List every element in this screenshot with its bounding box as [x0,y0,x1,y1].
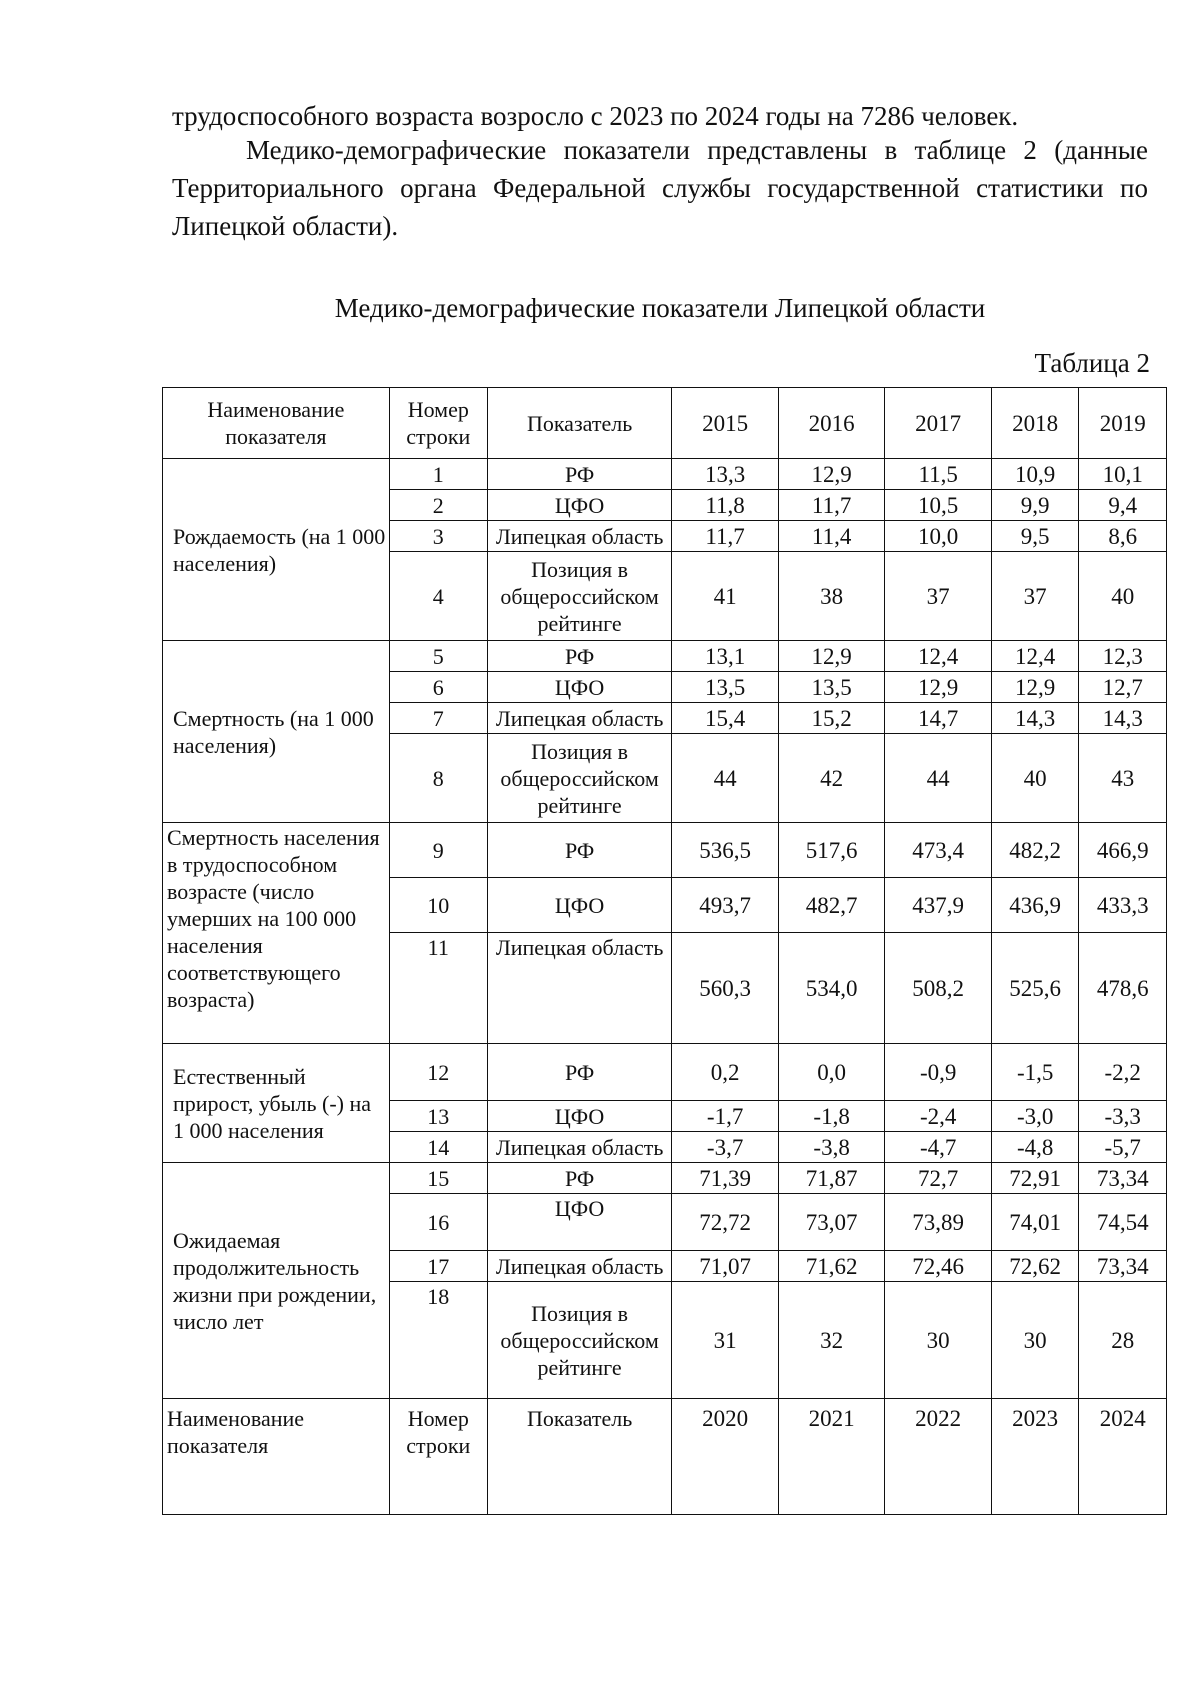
row-indicator: Позиция в общероссийском рейтинге [487,552,672,641]
value-cell: 72,72 [672,1194,779,1251]
value-cell: 0,0 [778,1044,885,1101]
value-cell: 13,5 [672,672,779,703]
row-number: 16 [389,1194,487,1251]
value-cell: 466,9 [1079,823,1167,878]
value-cell: -1,5 [991,1044,1079,1101]
value-cell: 38 [778,552,885,641]
value-cell: 437,9 [885,878,992,933]
value-cell: 74,01 [991,1194,1079,1251]
header-year: 2021 [778,1399,885,1515]
value-cell: -2,4 [885,1101,992,1132]
row-number: 18 [389,1282,487,1399]
header-year: 2022 [885,1399,992,1515]
value-cell: 15,4 [672,703,779,734]
value-cell: 40 [1079,552,1167,641]
value-cell: -3,7 [672,1132,779,1163]
row-indicator: РФ [487,459,672,490]
row-indicator: ЦФО [487,1101,672,1132]
value-cell: 482,7 [778,878,885,933]
value-cell: 13,5 [778,672,885,703]
value-cell: 44 [885,734,992,823]
value-cell: 73,89 [885,1194,992,1251]
value-cell: 41 [672,552,779,641]
group-name: Рождаемость (на 1 000 населения) [163,459,390,641]
header-year: 2015 [672,388,779,459]
value-cell: 71,39 [672,1163,779,1194]
value-cell: 10,9 [991,459,1079,490]
demographic-table [162,387,1167,1515]
group-name: Ожидаемая продолжительность жизни при рождении, число лет [163,1163,390,1399]
header-row-no: Номер строки [389,388,487,459]
value-cell: 14,3 [1079,703,1167,734]
table-title: Медико-демографические показатели Липецкой области [334,293,986,323]
row-indicator: Липецкая область [487,1132,672,1163]
value-cell: 12,4 [885,641,992,672]
header-name: Наименование показателя [163,388,390,459]
table-header-row [163,388,1167,459]
value-cell: 73,34 [1079,1251,1167,1282]
value-cell: -0,9 [885,1044,992,1101]
value-cell: 14,3 [991,703,1079,734]
value-cell: 10,1 [1079,459,1167,490]
value-cell: 9,5 [991,521,1079,552]
value-cell: 12,9 [991,672,1079,703]
row-number: 13 [389,1101,487,1132]
row-indicator: ЦФО [487,1194,672,1251]
value-cell: 525,6 [991,933,1079,1044]
group-name: Смертность (на 1 000 населения) [163,641,390,823]
value-cell: 72,7 [885,1163,992,1194]
value-cell: 13,1 [672,641,779,672]
row-number: 11 [389,933,487,1044]
header-year: 2017 [885,388,992,459]
row-number: 3 [389,521,487,552]
value-cell: 493,7 [672,878,779,933]
row-number: 17 [389,1251,487,1282]
row-indicator: ЦФО [487,672,672,703]
table-row [163,459,1167,490]
value-cell: 73,34 [1079,1163,1167,1194]
row-indicator: РФ [487,641,672,672]
value-cell: 72,46 [885,1251,992,1282]
value-cell: 11,4 [778,521,885,552]
value-cell: -3,0 [991,1101,1079,1132]
value-cell: 11,7 [778,490,885,521]
intro-line: трудоспособного возраста возросло с 2023 по 2024 годы на 7286 человек. [172,101,1019,131]
row-number: 5 [389,641,487,672]
table-header-row-2 [163,1399,1167,1515]
value-cell: 32 [778,1282,885,1399]
value-cell: 534,0 [778,933,885,1044]
value-cell: 30 [991,1282,1079,1399]
table-row [163,1044,1167,1101]
value-cell: 9,9 [991,490,1079,521]
header-year: 2024 [1079,1399,1167,1515]
table-row [163,641,1167,672]
value-cell: 473,4 [885,823,992,878]
value-cell: 13,3 [672,459,779,490]
row-indicator: Липецкая область [487,1251,672,1282]
value-cell: 11,5 [885,459,992,490]
value-cell: 37 [991,552,1079,641]
value-cell: -2,2 [1079,1044,1167,1101]
row-number: 9 [389,823,487,878]
value-cell: -3,3 [1079,1101,1167,1132]
value-cell: 12,4 [991,641,1079,672]
value-cell: -5,7 [1079,1132,1167,1163]
value-cell: -1,8 [778,1101,885,1132]
header-name: Наименование показателя [163,1399,390,1515]
row-number: 15 [389,1163,487,1194]
value-cell: -1,7 [672,1101,779,1132]
value-cell: 436,9 [991,878,1079,933]
value-cell: 9,4 [1079,490,1167,521]
value-cell: -4,8 [991,1132,1079,1163]
value-cell: 15,2 [778,703,885,734]
value-cell: 71,87 [778,1163,885,1194]
header-year: 2016 [778,388,885,459]
row-number: 12 [389,1044,487,1101]
row-indicator: ЦФО [487,878,672,933]
header-year: 2023 [991,1399,1079,1515]
header-year: 2020 [672,1399,779,1515]
value-cell: 12,9 [885,672,992,703]
value-cell: 37 [885,552,992,641]
header-indicator: Показатель [487,1399,672,1515]
table-row [163,1163,1167,1194]
value-cell: 8,6 [1079,521,1167,552]
value-cell: 433,3 [1079,878,1167,933]
value-cell: 11,8 [672,490,779,521]
value-cell: 30 [885,1282,992,1399]
value-cell: 560,3 [672,933,779,1044]
group-name: Смертность населения в трудоспособном возрасте (число умерших на 100 000 населения соответствующего возраста) [163,823,390,1044]
row-number: 1 [389,459,487,490]
row-number: 7 [389,703,487,734]
row-indicator: РФ [487,1163,672,1194]
row-number: 6 [389,672,487,703]
value-cell: 44 [672,734,779,823]
value-cell: 73,07 [778,1194,885,1251]
value-cell: 517,6 [778,823,885,878]
row-indicator: Липецкая область [487,703,672,734]
value-cell: 71,62 [778,1251,885,1282]
table-label: Таблица 2 [1034,348,1150,378]
value-cell: 31 [672,1282,779,1399]
value-cell: 42 [778,734,885,823]
row-indicator: ЦФО [487,490,672,521]
value-cell: 12,9 [778,641,885,672]
row-indicator: Липецкая область [487,933,672,1044]
value-cell: 0,2 [672,1044,779,1101]
header-year: 2019 [1079,388,1167,459]
row-indicator: Позиция в общероссийском рейтинге [487,1282,672,1399]
value-cell: 72,91 [991,1163,1079,1194]
value-cell: 40 [991,734,1079,823]
value-cell: 10,0 [885,521,992,552]
row-number: 8 [389,734,487,823]
value-cell: 536,5 [672,823,779,878]
table-row [163,823,1167,878]
value-cell: 478,6 [1079,933,1167,1044]
value-cell: 72,62 [991,1251,1079,1282]
value-cell: 28 [1079,1282,1167,1399]
value-cell: 12,3 [1079,641,1167,672]
value-cell: 12,9 [778,459,885,490]
row-indicator: Липецкая область [487,521,672,552]
row-number: 2 [389,490,487,521]
value-cell: 482,2 [991,823,1079,878]
intro-paragraph: Медико-демографические показатели представлены в таблице 2 (данные Территориального органа Федеральной службы государственной статистики по Липецкой области). [172,135,1148,241]
value-cell: 10,5 [885,490,992,521]
row-indicator: РФ [487,1044,672,1101]
value-cell: 11,7 [672,521,779,552]
value-cell: -3,8 [778,1132,885,1163]
value-cell: 14,7 [885,703,992,734]
value-cell: 12,7 [1079,672,1167,703]
row-indicator: РФ [487,823,672,878]
value-cell: 74,54 [1079,1194,1167,1251]
header-indicator: Показатель [487,388,672,459]
row-number: 4 [389,552,487,641]
header-row-no: Номер строки [389,1399,487,1515]
header-year: 2018 [991,388,1079,459]
value-cell: 43 [1079,734,1167,823]
group-name: Естественный прирост, убыль (-) на 1 000 населения [163,1044,390,1163]
value-cell: 508,2 [885,933,992,1044]
row-number: 10 [389,878,487,933]
value-cell: 71,07 [672,1251,779,1282]
row-number: 14 [389,1132,487,1163]
row-indicator: Позиция в общероссийском рейтинге [487,734,672,823]
value-cell: -4,7 [885,1132,992,1163]
